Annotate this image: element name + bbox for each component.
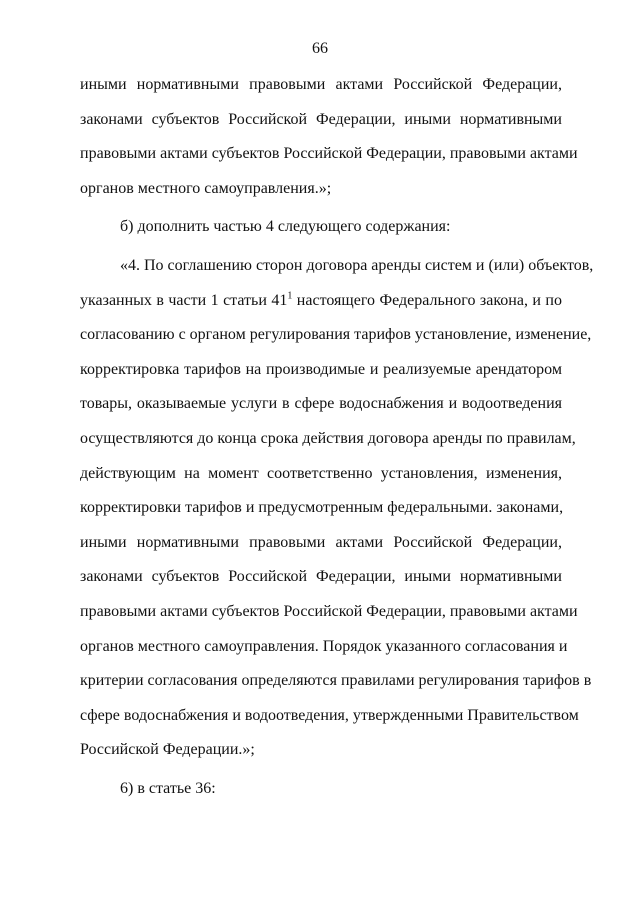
text-line: сфере водоснабжения и водоотведения, утвержденными Правительством <box>80 706 579 724</box>
paragraph-continuation <box>80 68 578 206</box>
text-line: товары, оказываемые услуги в сфере водоснабжения и водоотведения <box>80 395 562 413</box>
text-line: Российской Федерации.»; <box>80 741 255 759</box>
text-line: 6) в статье 36: <box>120 779 216 797</box>
text-line: законами субъектов Российской Федерации, иными нормативными <box>80 110 562 128</box>
text-line: действующим на момент соответственно установления, изменения, <box>80 464 562 482</box>
text-line-with-superscript <box>80 284 562 319</box>
text-line: органов местного самоуправления. Порядок указанного согласования и <box>80 637 568 655</box>
paragraph-part-4 <box>80 249 594 768</box>
paragraph-amendment-6 <box>80 772 562 807</box>
text-line: критерии согласования определяются правилами регулирования тарифов в <box>80 672 592 690</box>
text-line: «4. По соглашению сторон договора аренды систем и (или) объектов, <box>120 256 594 274</box>
text-line: правовыми актами субъектов Российской Федерации, правовыми актами <box>80 145 578 163</box>
text-line: иными нормативными правовыми актами Российской Федерации, <box>80 533 562 551</box>
text-line: законами субъектов Российской Федерации, иными нормативными <box>80 568 562 586</box>
text-line: корректировка тарифов на производимые и реализуемые арендатором <box>80 360 562 378</box>
text-fragment: указанных в части 1 статьи 41 <box>80 291 288 309</box>
text-line: согласованию с органом регулирования тарифов установление, изменение, <box>80 326 592 344</box>
text-fragment: настоящего Федерального закона, и по <box>292 291 562 309</box>
text-line: осуществляются до конца срока действия договора аренды по правилам, <box>80 429 576 447</box>
superscript: 1 <box>287 290 293 302</box>
text-line: б) дополнить частью 4 следующего содержания: <box>120 218 451 236</box>
text-line: правовыми актами субъектов Российской Федерации, правовыми актами <box>80 602 578 620</box>
page-number: 66 <box>312 40 328 57</box>
text-line: корректировки тарифов и предусмотренным федеральными. законами, <box>80 499 564 517</box>
paragraph-amendment-b <box>80 210 562 245</box>
text-line: органов местного самоуправления.»; <box>80 179 332 197</box>
text-line: иными нормативными правовыми актами Российской Федерации, <box>80 76 562 93</box>
document-body <box>80 68 594 806</box>
